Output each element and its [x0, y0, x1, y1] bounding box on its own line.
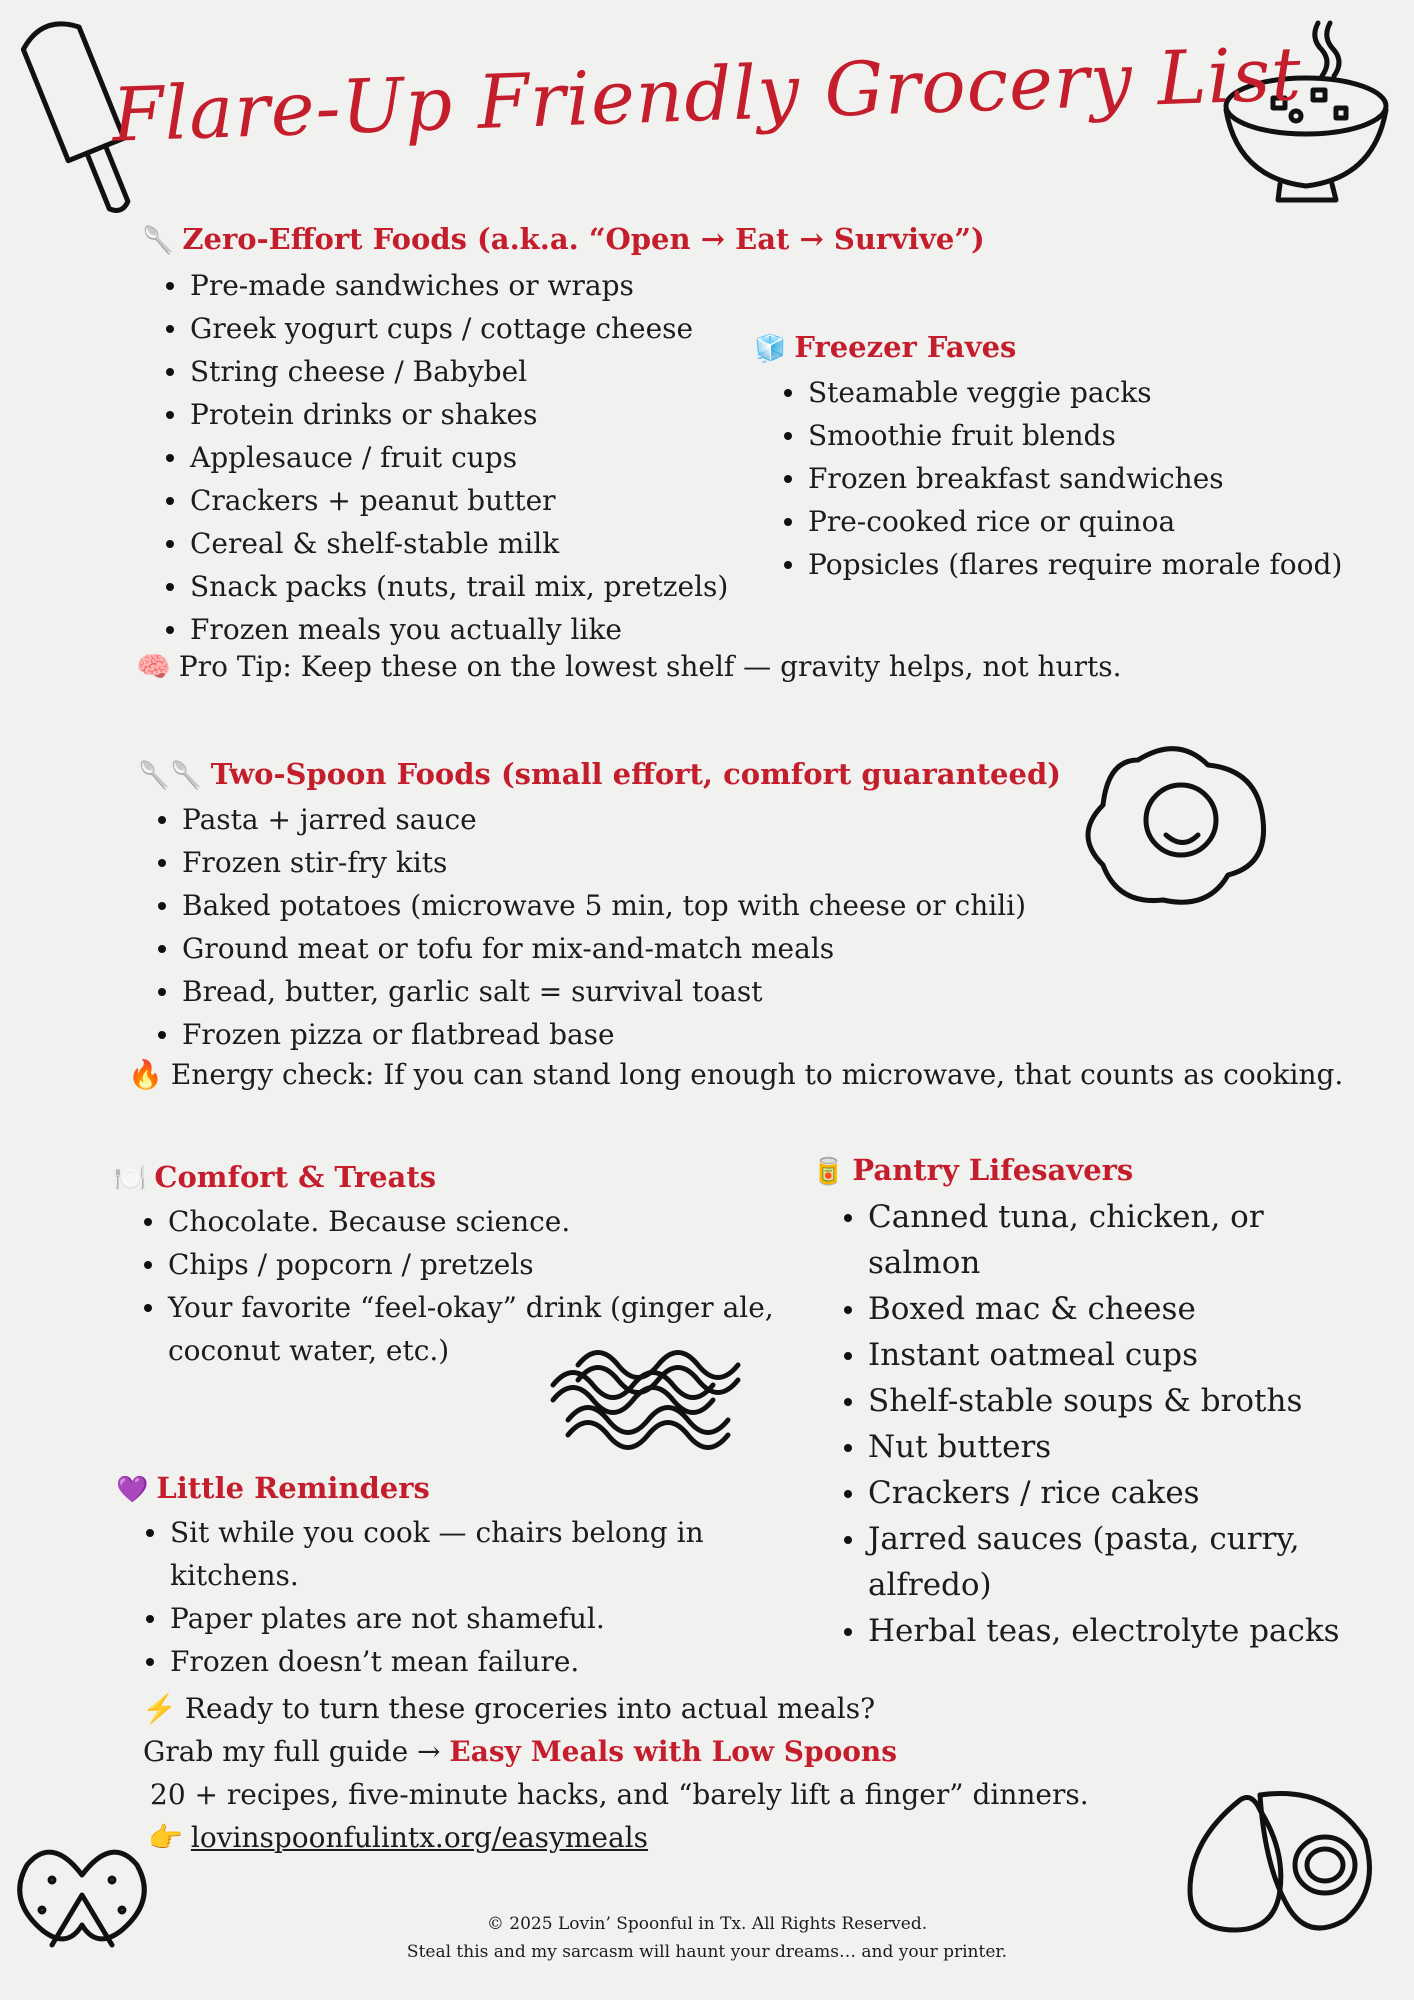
pantry-title: Pantry Lifesavers — [852, 1153, 1134, 1187]
two-spoon-title: Two-Spoon Foods (small effort, comfort guaranteed) — [210, 757, 1061, 791]
list-item: Frozen meals you actually like — [156, 608, 756, 651]
list-item: Frozen breakfast sandwiches — [774, 457, 1374, 500]
list-item: Frozen pizza or flatbread base — [148, 1013, 1048, 1056]
list-item: Nut butters — [834, 1424, 1354, 1470]
pantry-list — [834, 1194, 1354, 1654]
freezer-title: Freezer Faves — [794, 330, 1017, 364]
cta-line-1 — [142, 1692, 875, 1725]
list-item: Cereal & shelf-stable milk — [156, 522, 756, 565]
zero-effort-title: Zero-Effort Foods (a.k.a. “Open → Eat → Survive”) — [182, 222, 985, 256]
list-item: Sit while you cook — chairs belong in kitchens. — [136, 1511, 836, 1597]
copyright: © 2025 Lovin’ Spoonful in Tx. All Rights Reserved. — [486, 1914, 928, 1934]
list-item: Chips / popcorn / pretzels — [134, 1243, 774, 1286]
list-item: String cheese / Babybel — [156, 350, 756, 393]
list-item: Paper plates are not shameful. — [136, 1597, 836, 1640]
lightning-icon: ⚡ — [142, 1692, 177, 1725]
comfort-title: Comfort & Treats — [154, 1160, 437, 1194]
list-item: Frozen stir-fry kits — [148, 841, 1048, 884]
list-item: Herbal teas, electrolyte packs — [834, 1608, 1354, 1654]
cta-line-3: 20 + recipes, five-minute hacks, and “barely lift a finger” dinners. — [150, 1778, 1089, 1811]
fried-egg-icon — [1078, 740, 1273, 910]
list-item: Pre-cooked rice or quinoa — [774, 500, 1374, 543]
list-item: Instant oatmeal cups — [834, 1332, 1354, 1378]
list-item: Smoothie fruit blends — [774, 414, 1374, 457]
comfort-heading — [114, 1160, 436, 1194]
list-item: Chocolate. Because science. — [134, 1200, 774, 1243]
plate-utensils-icon: 🍽️ — [114, 1164, 147, 1194]
list-item: Pasta + jarred sauce — [148, 798, 1048, 841]
list-item: Crackers + peanut butter — [156, 479, 756, 522]
purple-heart-icon: 💜 — [116, 1475, 149, 1505]
spoon-icon: 🥄 — [142, 226, 175, 256]
cta-link-line — [148, 1821, 648, 1854]
brain-icon: 🧠 — [136, 650, 171, 683]
freezer-list — [774, 371, 1374, 586]
zero-effort-heading — [142, 222, 985, 256]
list-item: Applesauce / fruit cups — [156, 436, 756, 479]
list-item: Canned tuna, chicken, or salmon — [834, 1194, 1354, 1286]
cta-prefix: Grab my full guide → — [143, 1735, 441, 1768]
list-item: Ground meat or tofu for mix-and-match meals — [148, 927, 1048, 970]
comfort-list — [134, 1200, 774, 1372]
pointing-hand-icon: 👉 — [148, 1821, 183, 1854]
reminders-heading — [116, 1471, 430, 1505]
list-item: Frozen doesn’t mean failure. — [136, 1640, 836, 1683]
pro-tip-text: Pro Tip: Keep these on the lowest shelf — gravity helps, not hurts. — [178, 650, 1122, 683]
reminders-title: Little Reminders — [156, 1471, 430, 1505]
list-item: Snack packs (nuts, trail mix, pretzels) — [156, 565, 756, 608]
list-item: Steamable veggie packs — [774, 371, 1374, 414]
guide-name[interactable]: Easy Meals with Low Spoons — [449, 1735, 898, 1768]
two-spoon-heading — [138, 757, 1061, 791]
ice-cube-icon: 🧊 — [754, 334, 787, 364]
zero-effort-list — [156, 264, 756, 651]
list-item: Baked potatoes (microwave 5 min, top with cheese or chili) — [148, 884, 1048, 927]
list-item: Jarred sauces (pasta, curry, alfredo) — [834, 1516, 1354, 1608]
footer — [0, 1910, 1414, 1966]
list-item: Greek yogurt cups / cottage cheese — [156, 307, 756, 350]
list-item: Your favorite “feel-okay” drink (ginger ale, coconut water, etc.) — [134, 1286, 774, 1372]
list-item: Pre-made sandwiches or wraps — [156, 264, 756, 307]
cta-line-2 — [143, 1735, 897, 1768]
fire-icon: 🔥 — [128, 1058, 163, 1091]
list-item: Shelf-stable soups & broths — [834, 1378, 1354, 1424]
canned-food-icon: 🥫 — [812, 1157, 845, 1187]
two-spoons-icon: 🥄🥄 — [138, 761, 203, 791]
freezer-heading — [754, 330, 1016, 364]
reminders-list — [136, 1511, 836, 1683]
pro-tip — [136, 650, 1122, 683]
list-item: Popsicles (flares require morale food) — [774, 543, 1374, 586]
two-spoon-list — [148, 798, 1048, 1056]
cta-question: Ready to turn these groceries into actual meals? — [184, 1692, 876, 1725]
list-item: Protein drinks or shakes — [156, 393, 756, 436]
energy-check — [128, 1058, 1343, 1091]
list-item: Bread, butter, garlic salt = survival toast — [148, 970, 1048, 1013]
page-title: Flare-Up Friendly Grocery List — [110, 31, 1304, 159]
pantry-heading — [812, 1153, 1133, 1187]
list-item: Crackers / rice cakes — [834, 1470, 1354, 1516]
energy-check-text: Energy check: If you can stand long enough to microwave, that counts as cooking. — [170, 1058, 1344, 1091]
guide-link[interactable]: lovinspoonfulintx.org/easymeals — [190, 1821, 649, 1854]
footer-tagline: Steal this and my sarcasm will haunt your dreams… and your printer. — [406, 1942, 1008, 1962]
list-item: Boxed mac & cheese — [834, 1286, 1354, 1332]
